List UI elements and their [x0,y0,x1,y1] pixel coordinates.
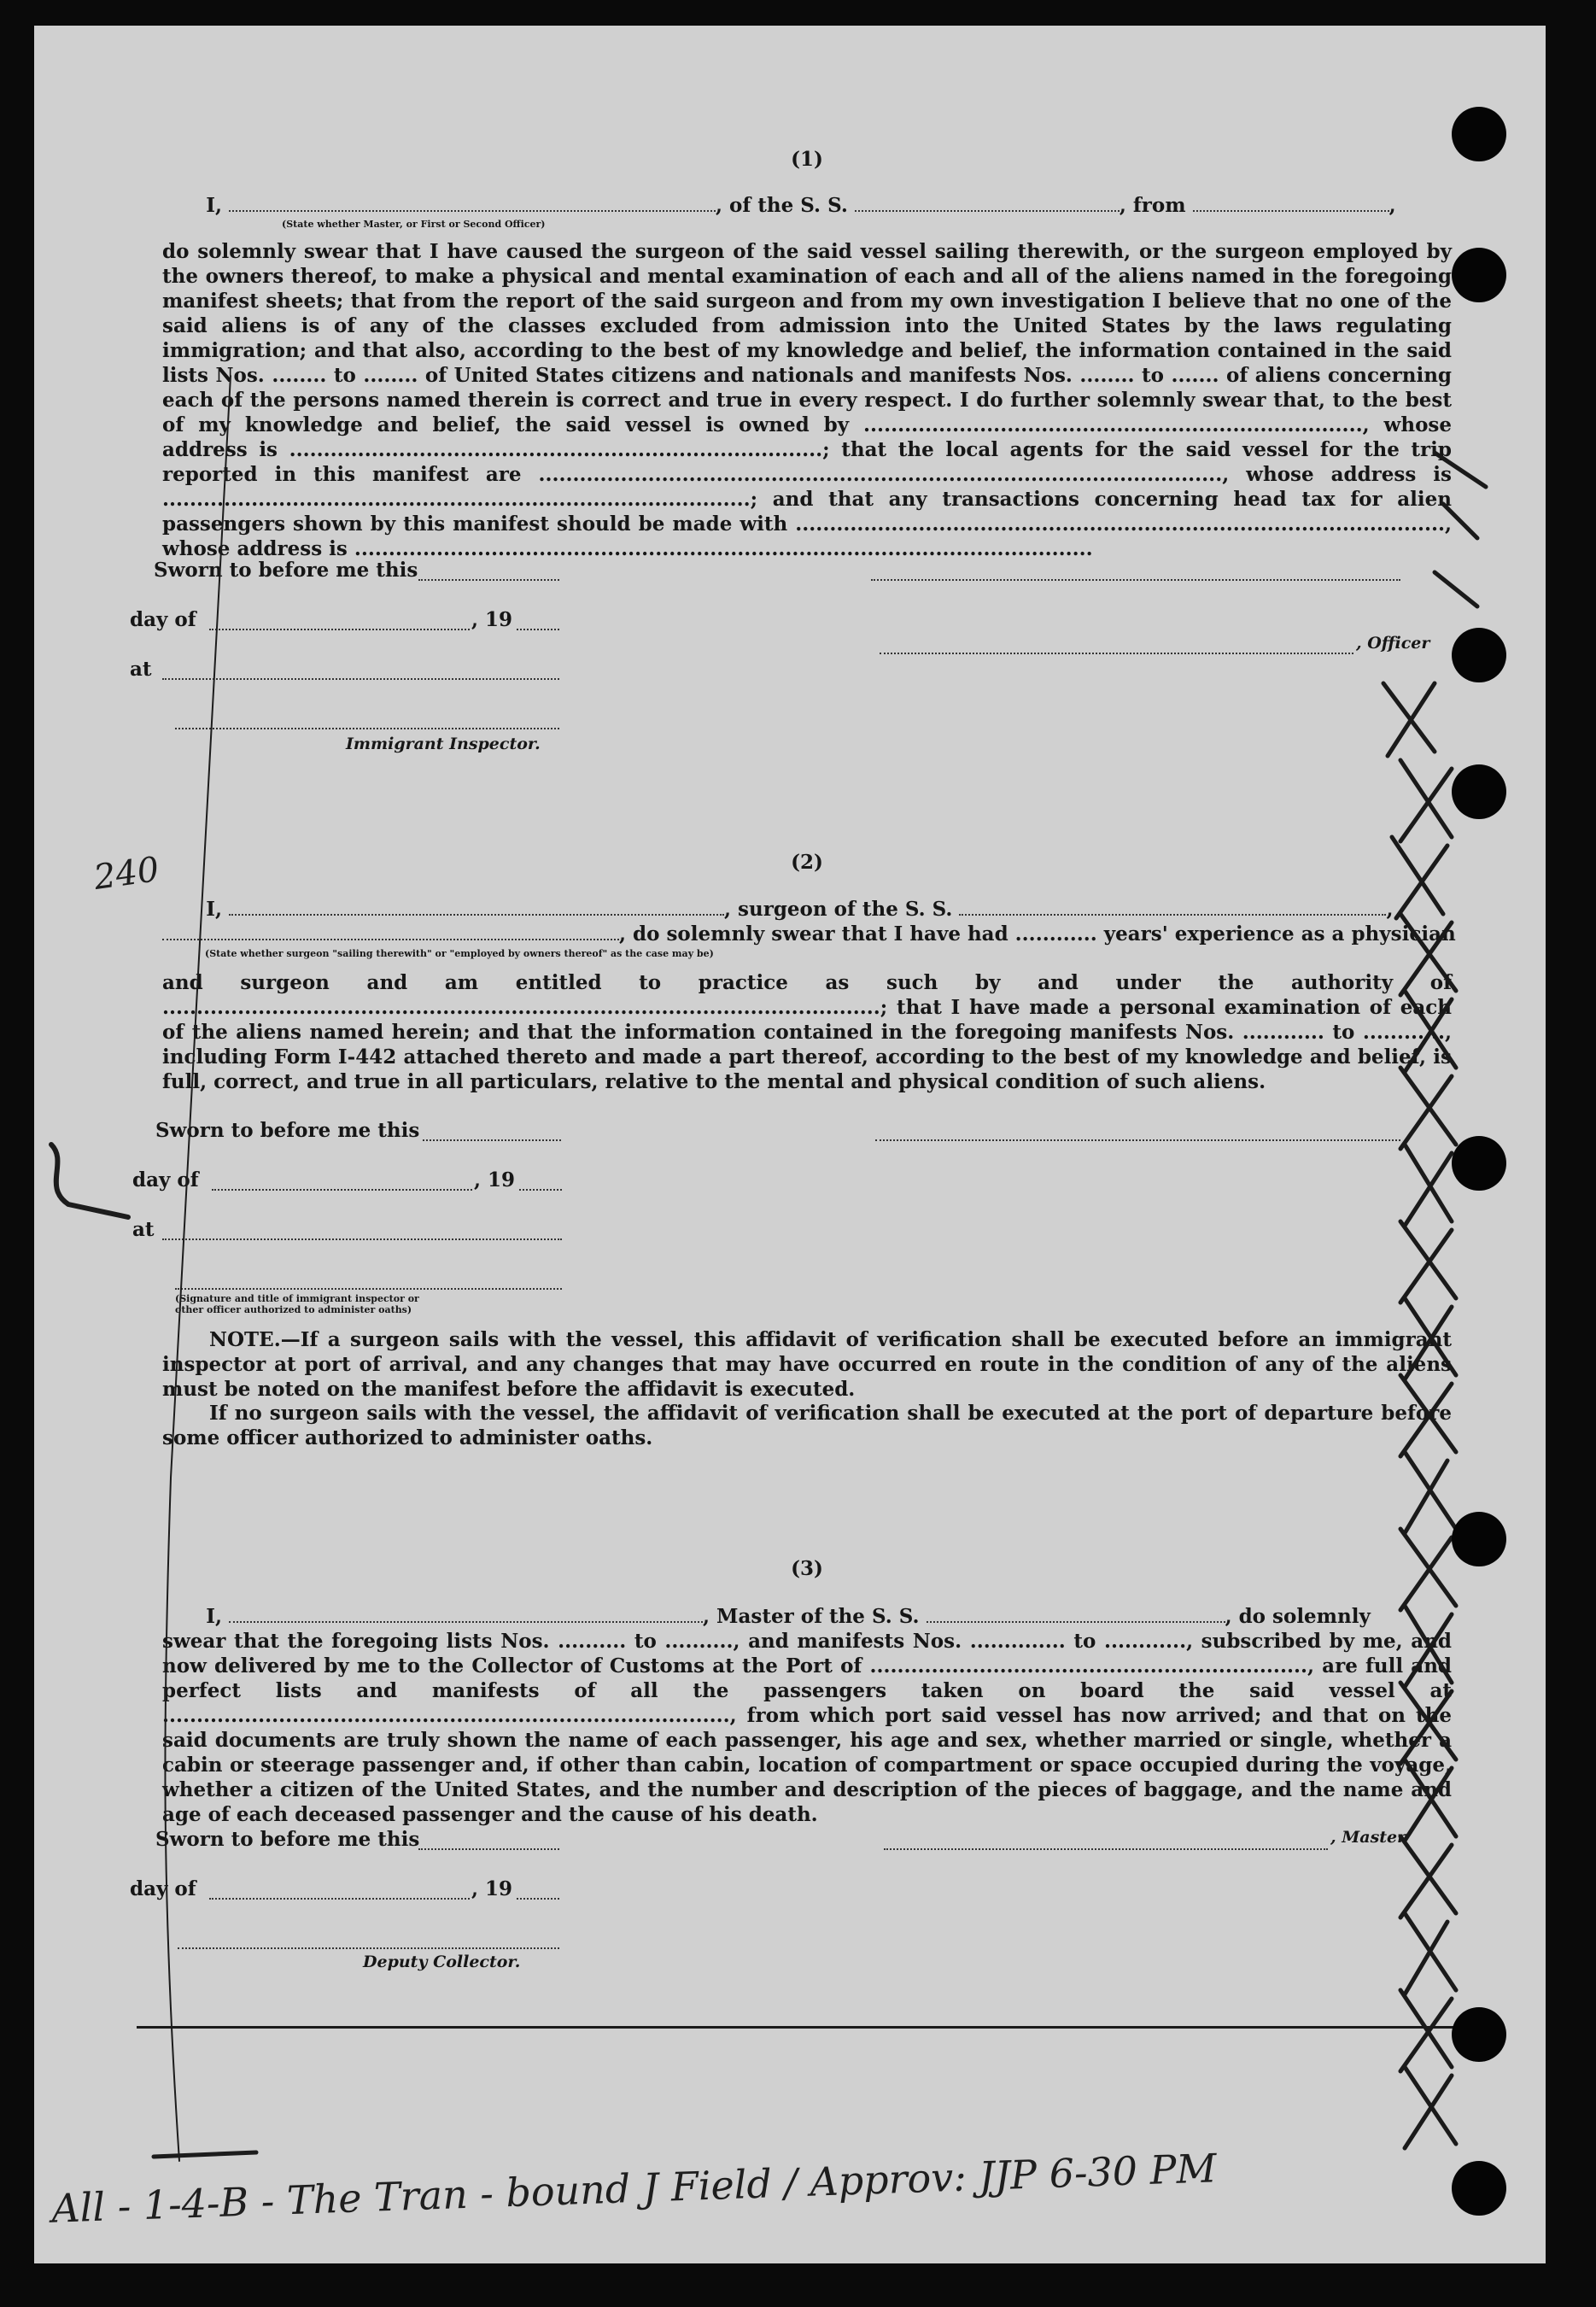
year-label-1: , 19 [471,608,513,631]
i-label-3: I, [206,1605,222,1628]
section-2-first-line: I, , surgeon of the S. S. , [162,897,1452,922]
year-label-2: , 19 [474,1168,516,1192]
pen-marks [34,26,1546,2263]
section-3-heading: (3) [791,1557,823,1580]
at-label-2: at [132,1218,155,1241]
surgeon-state-note: (State whether surgeon "sailing therewith" or "employed by owners thereof" as the case may be) [205,948,714,959]
day-of-label-2: day of [132,1168,199,1192]
punch-hole [1452,628,1506,682]
signature-note-2: other officer authorized to administer oaths) [175,1304,412,1315]
punch-hole [1452,1512,1506,1566]
margin-bracket-stroke [51,1145,128,1217]
year-label-3: , 19 [471,1877,513,1900]
punch-hole [1452,248,1506,302]
i-label-2: I, [206,898,222,921]
i-label: I, [206,194,222,217]
margin-dash-stroke [154,2152,256,2157]
section-1-heading: (1) [791,148,823,171]
punch-hole [1452,1136,1506,1191]
years-experience-text: , do solemnly swear that I have had ............ years' experience as a physician [619,922,1456,946]
punch-hole [1452,107,1506,161]
at-label-1: at [130,658,152,681]
from-label: , from [1119,194,1186,217]
section-3-body: swear that the foregoing lists Nos. .......... to .........., and manifests Nos. .............. to ............, subscribed by me, and now delivered by me to the Collector of Customs at the Port of ................................................................, are full and perfect lists and manifests of all the passengers taken on board the said vessel at ..................................................................................., from which port said vessel has now arrived; and that on the said documents are truly shown the name of each passenger, his age and sex, whether married or single, whether a cabin or steerage passenger and, if other than cabin, location of compartment or space occupied during the voyage, whether a citizen of the United States, and the number and description of the pieces of baggage, and the name and age of each deceased passenger and the cause of his death. [162,1630,1452,1826]
sworn-label-3: Sworn to before me this [155,1828,420,1851]
note-label: NOTE. [209,1328,281,1351]
master-note: (State whether Master, or First or Second Officer) [282,219,546,230]
punch-hole [1452,2161,1506,2216]
footer-handwriting: All - 1-4-B - The Tran - bound J Field / Approv: JJP 6-30 PM [50,2145,1218,2232]
section-1-first-line: I, , of the S. S. , from , [162,193,1452,218]
of-ss-label: , of the S. S. [716,194,848,217]
master-caption: , Master [1330,1828,1406,1847]
section-2-heading: (2) [791,851,823,874]
tally-marks [1383,453,1486,2148]
margin-vertical-stroke [165,376,231,2161]
day-of-label-1: day of [130,608,196,631]
inspector-caption: Immigrant Inspector. [346,735,541,753]
signature-note-1: (Signature and title of immigrant inspector or [175,1293,419,1304]
punch-hole [1452,2007,1506,2062]
officer-caption: , Officer [1356,634,1430,653]
section-1-body: do solemnly swear that I have caused the surgeon of the said vessel sailing therewith, or the surgeon employed by the owners thereof, to make a physical and mental examination of each and all of the aliens named in the foregoing manifest sheets; that from the report of the said surgeon and from my own investigation I believe that no one of the said aliens is of any of the classes excluded from admission into the United States by the laws regulating immigration; and that also, according to the best of my knowledge and belief, the information contained in the said lists Nos. ........ to ........ of United States citizens and nationals and manifests Nos. ........ to ....... of aliens concerning each of the persons named therein is correct and true in every respect. I do further solemnly swear that, to the best of my knowledge and belief, the said vessel is owned by ........................................................................., whose address is ..............................................................................; that the local agents for the said vessel for the trip reported in this manifest are ...................................................................................................., whose address is ......................................................................................; and that any transactions concerning head tax for alien passengers shown by this manifest should be made with ..............................................................................................., whose address is ............................................................................................................ [162,240,1452,560]
section-2-body: and surgeon and am entitled to practice as such by and under the authority of .........................................................................................................; that I have made a personal examination of each of the aliens named herein; and that the information contained in the foregoing manifests Nos. ............ to ............, including Form I-442 attached thereto and made a part thereof, according to the best of my knowledge and belief, is full, correct, and true in all particulars, relative to the mental and physical condition of such aliens. [162,971,1452,1093]
document-page [34,26,1546,2263]
note-paragraph-2: If no surgeon sails with the vessel, the affidavit of verification shall be executed at the port of departure before some officer authorized to administer oaths. [162,1402,1452,1449]
surgeon-of-label: , surgeon of the S. S. [724,898,953,921]
margin-number: 240 [91,849,162,899]
punch-hole [1452,764,1506,819]
sworn-label-2: Sworn to before me this [155,1119,420,1142]
sworn-label-1: Sworn to before me this [154,559,418,582]
solemnly-label: , do solemnly [1225,1605,1371,1628]
day-of-label-3: day of [130,1877,196,1900]
master-of-label: , Master of the S. S. [703,1605,920,1628]
note-text-1: —If a surgeon sails with the vessel, this affidavit of verification shall be executed before an immigrant inspector at port of arrival, and any changes that may have occurred en route in the condition of any of the aliens must be noted on the manifest before the affidavit is executed. [162,1328,1452,1401]
deputy-caption: Deputy Collector. [363,1953,521,1971]
